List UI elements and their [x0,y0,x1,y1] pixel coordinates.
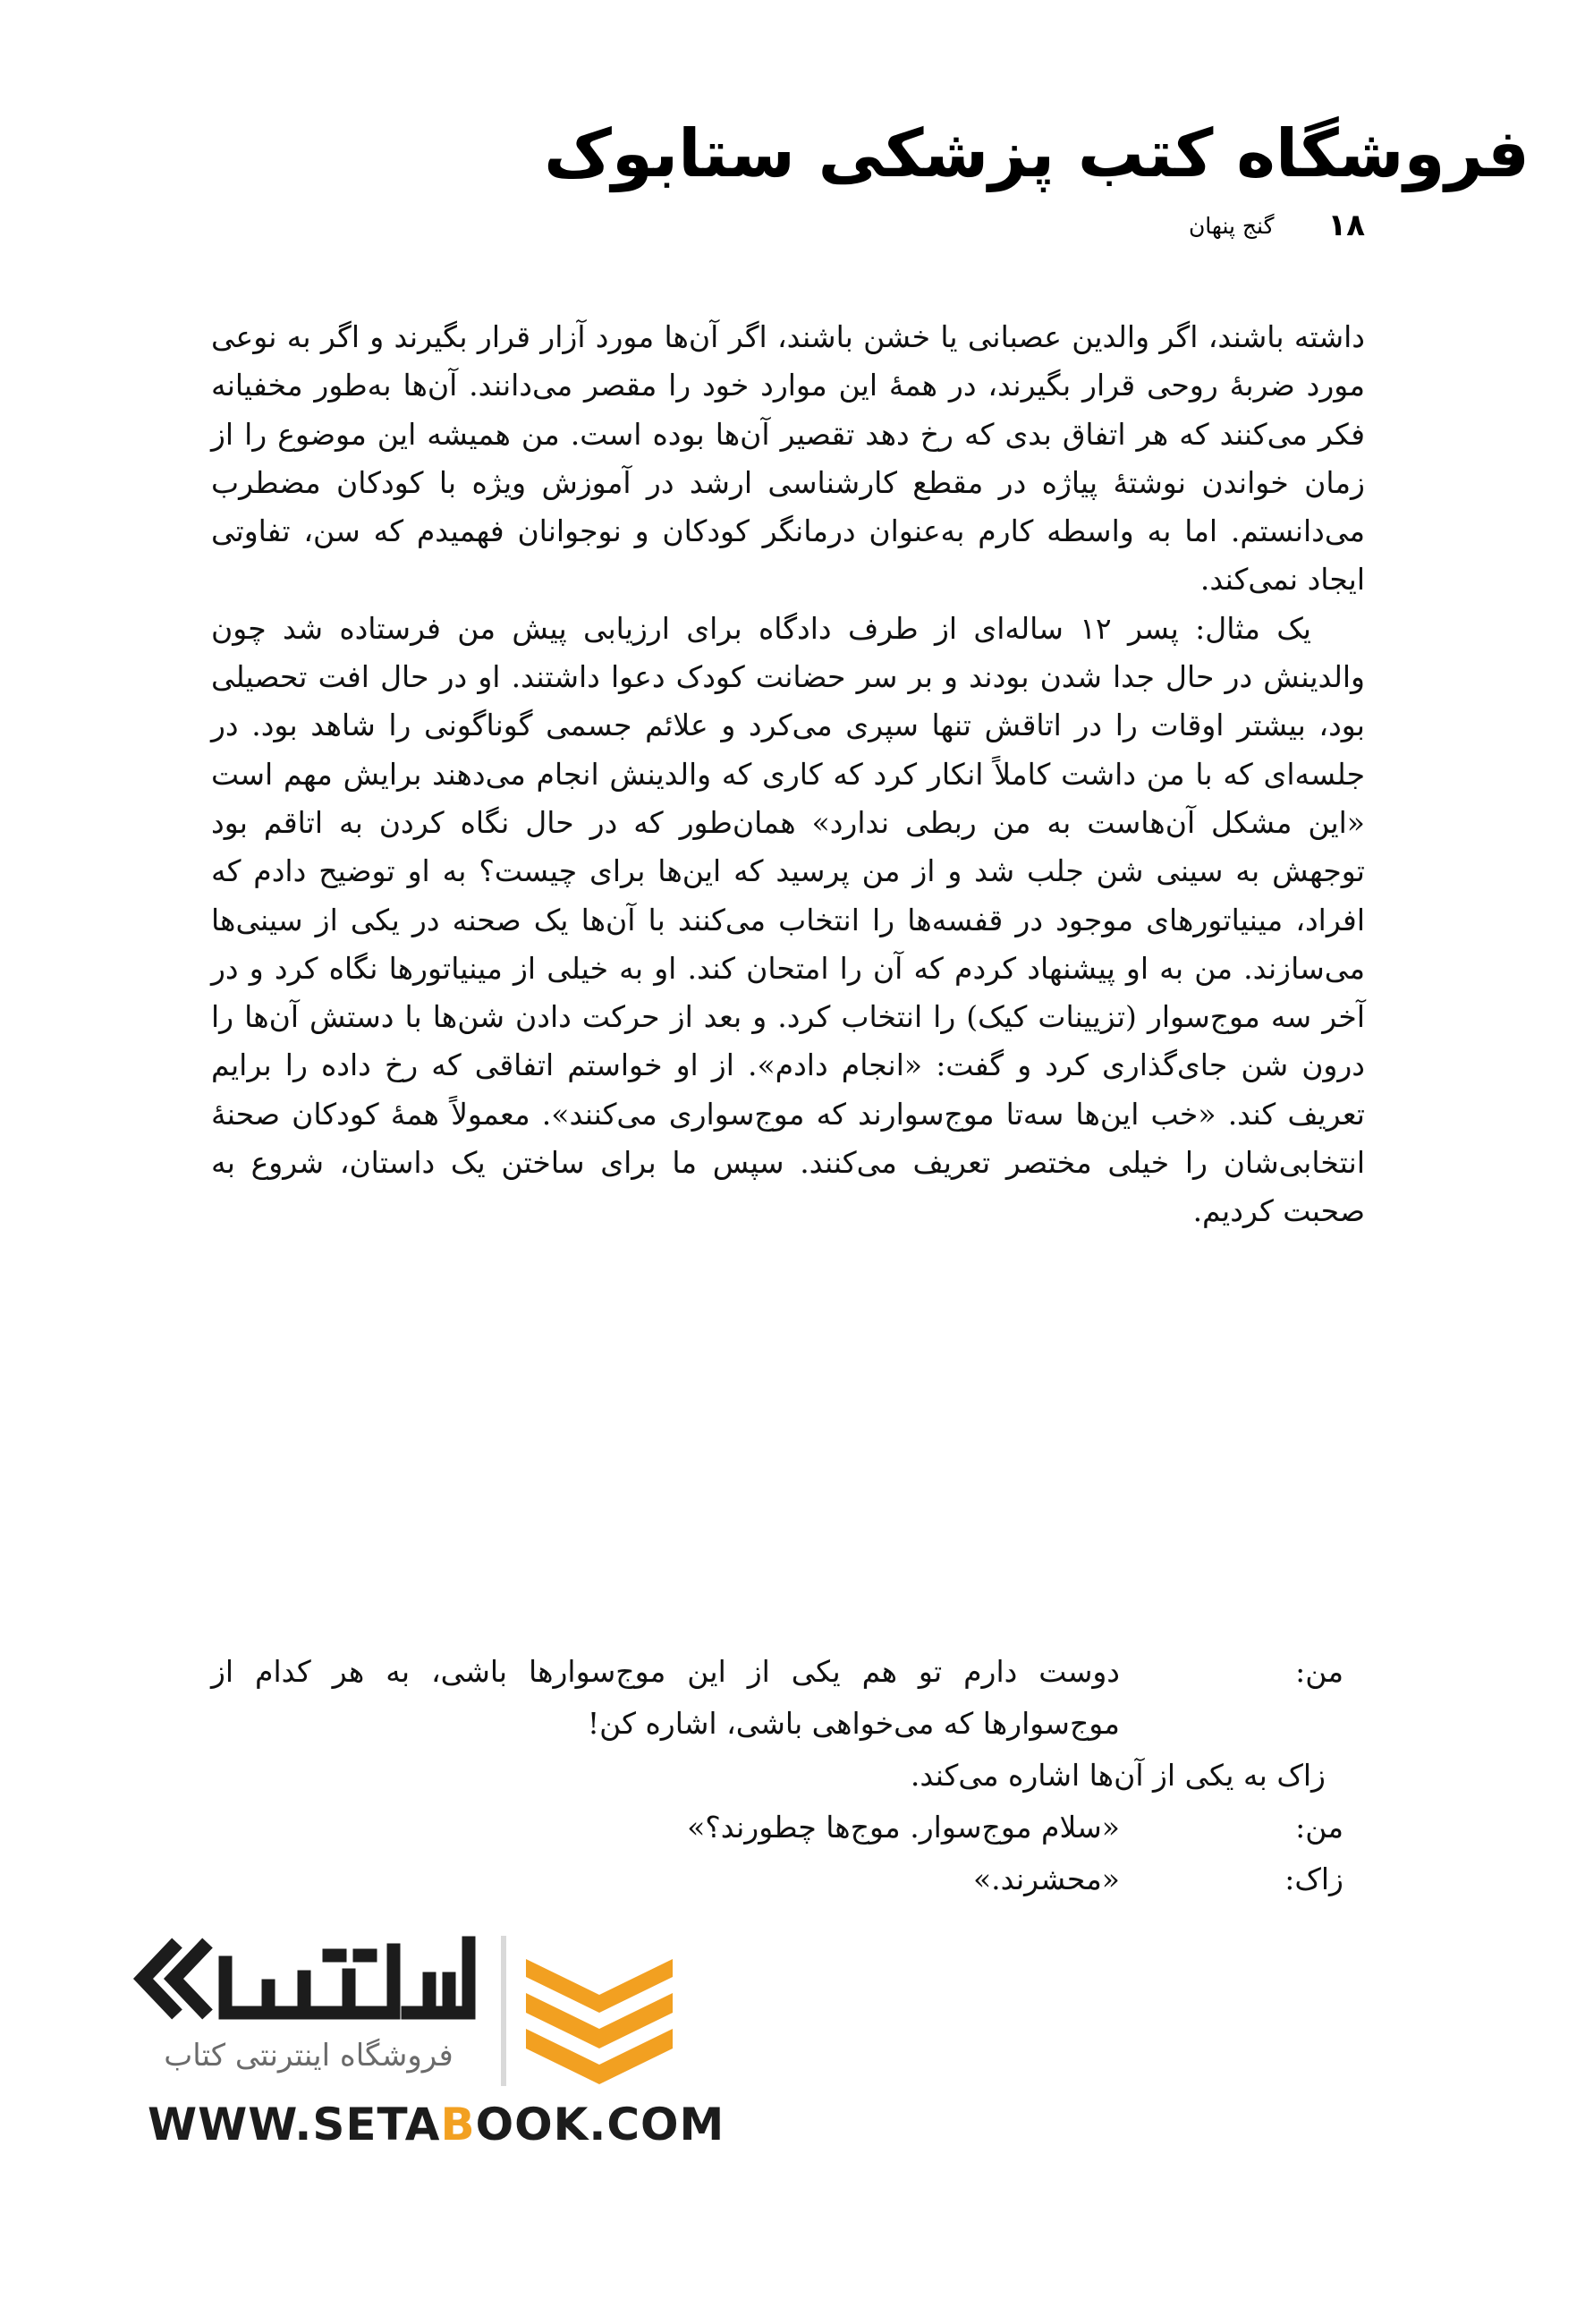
paragraph-1: داشته باشند، اگر والدین عصبانی یا خشن باشند، اگر آن‌ها مورد آزار قرار بگیرند و اگر به نوعی مورد ضربهٔ روحی قرار بگیرند، در همهٔ این موارد خود را مقصر می‌دانند. آن‌ها به‌طور مخفیانه فکر می‌کنند که هر اتفاق بدی که رخ دهد تقصیر آن‌ها بوده است. من همیشه این موضوع را از زمان خواندن نوشتهٔ پیاژه در مقطع کارشناسی ارشد در آموزش ویژه با کودکان مضطرب می‌دانستم. اما به واسطه کارم به‌عنوان درمانگر کودکان و نوجوانان فهمیدم که سن، تفاوتی ایجاد نمی‌کند. [211,319,1365,598]
dialogue-line: «محشرند.» [972,1862,1120,1896]
book-mark-icon [526,1959,673,2084]
store-title: فروشگاه کتب پزشکی ستابوک [544,115,1530,192]
dialogue [211,1646,1343,1905]
wordmark-icon [225,1943,469,2013]
dialogue-speaker: زاک: [1284,1862,1343,1896]
paragraph-2: یک مثال: پسر ۱۲ ساله‌ای از طرف دادگاه برای ارزیابی پیش من فرستاده شد چون والدینش در حال جدا شدن بودند و بر سر حضانت کودک دعوا داشتند. او در حال افت تحصیلی بود، بیشتر اوقات را در اتاقش تنها سپری می‌کرد و علائم جسمی گوناگونی را شاهد بود. در جلسه‌ای که با من داشت کاملاً انکار کرد که کاری که والدینش انجام می‌دهند برایش مهم است «این مشکل آن‌هاست به من ربطی ندارد» همان‌طور که در حال نگاه کردن به اتاقم بود توجهش به سینی شن جلب شد و از من پرسید که این‌ها برای چیست؟ به او توضیح دادم که افراد، مینیاتورهای موجود در قفسه‌ها را انتخاب می‌کنند با آن‌ها یک صحنه در یکی از سینی‌ها می‌سازند. من به او پیشنهاد کردم که آن را امتحان کند. او به خیلی از مینیاتورها نگاه کرد و در آخر سه موج‌سوار (تزیینات کیک) را انتخاب کرد. و بعد از حرکت دادن شن‌ها با دستش آن‌ها را درون شن جای‌گذاری کرد و گفت: «انجام دادم». از او خواستم اتفاقی که رخ داده را برایم تعریف کند. «خب این‌ها سه‌تا موج‌سوارند که موج‌سواری می‌کنند». معمولاً همهٔ کودکان صحنهٔ انتخابی‌شان را خیلی مختصر تعریف می‌کنند. سپس ما برای ساختن یک داستان، شروع به صحبت کردیم. [211,610,1365,1229]
chapter-title: گنج پنهان [1188,212,1275,239]
url-suffix: OOK.COM [475,2099,725,2150]
dialogue-line: «سلام موج‌سوار. موج‌ها چطورند؟» [687,1810,1120,1845]
dialogue-row [211,1646,1343,1750]
page-number: ۱۸ [1327,208,1365,243]
dialogue-speaker: من: [1295,1654,1343,1689]
url-accent: B [440,2099,476,2150]
divider [501,1936,506,2086]
watermark-url [148,2099,725,2150]
dialogue-row [211,1853,1343,1905]
running-head [1189,208,1365,243]
dialogue-row [211,1750,1343,1802]
dialogue-speaker: من: [1295,1810,1343,1845]
setabook-watermark [125,1923,725,2165]
body-text [211,313,1365,1236]
setabook-logo-icon [125,1923,680,2102]
dialogue-speaker [1326,1750,1343,1802]
dialogue-narration: زاک به یکی از آن‌ها اشاره می‌کند. [910,1758,1326,1793]
watermark-tagline: فروشگاه اینترنتی کتاب [164,2038,453,2074]
dialogue-line: دوست دارم تو هم یکی از این موج‌سوارها باشی، به هر کدام از موج‌سوارها که می‌خواهی باشی، اشاره کن! [211,1654,1120,1741]
url-prefix: WWW.SETA [148,2099,441,2150]
dialogue-row [211,1802,1343,1853]
chevron-icon [174,1943,208,2014]
